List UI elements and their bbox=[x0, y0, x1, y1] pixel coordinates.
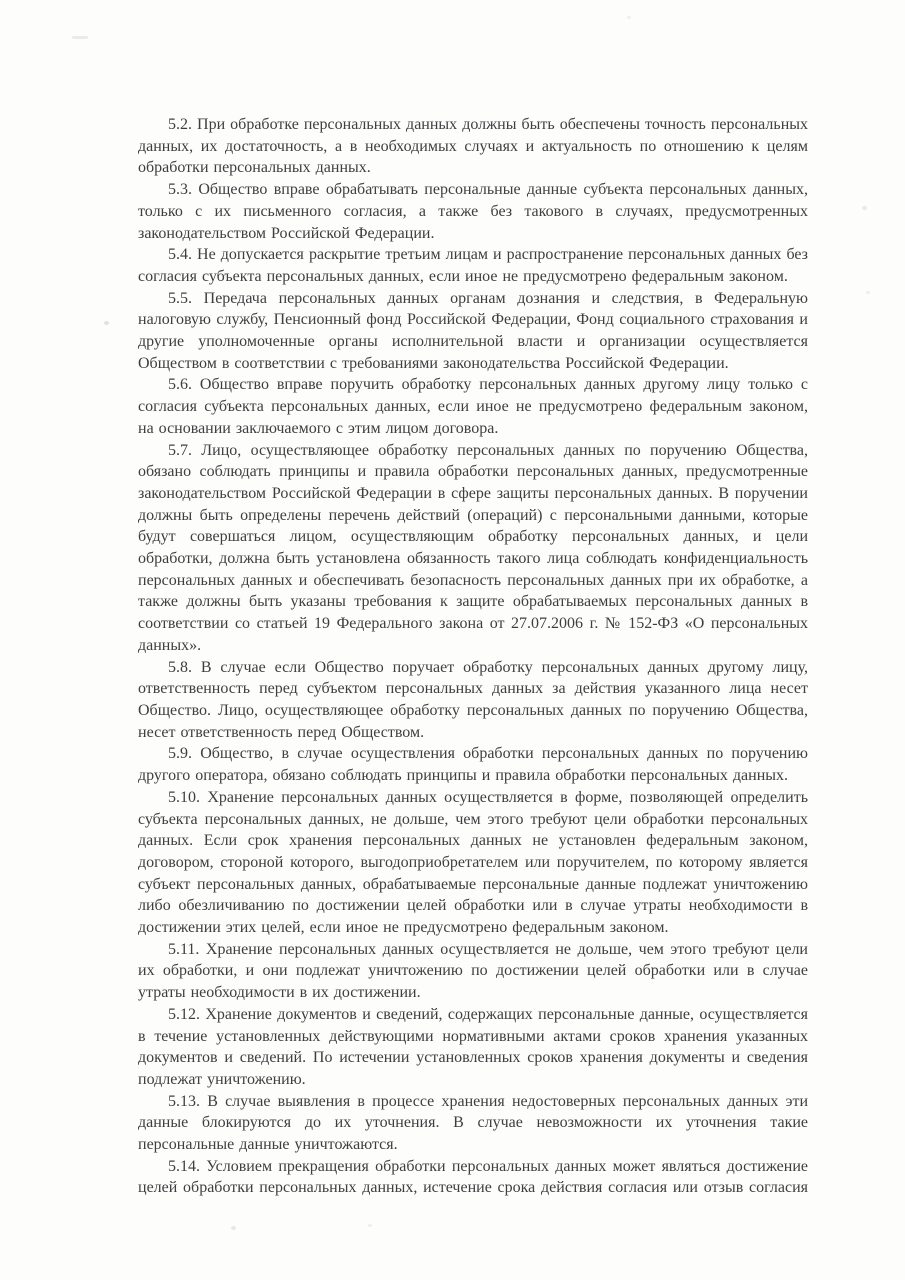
scan-speck bbox=[866, 291, 870, 294]
paragraph-5-2: 5.2. При обработке персональных данных должны быть обеспечены точность персональных данных, их достаточность, а в необходимых случаях и актуальность по отношению к целям обработки персональных данных. bbox=[138, 116, 808, 177]
scan-speck bbox=[862, 206, 867, 210]
paragraph-5-6: 5.6. Общество вправе поручить обработку персональных данных другому лицу только с согласия субъекта персональных данных, если иное не предусмотрено федеральным законом, на основании заключаемого с этим лицом договора. bbox=[138, 376, 808, 437]
paragraph-5-9: 5.9. Общество, в случае осуществления обработки персональных данных по поручению другого оператора, обязано соблюдать принципы и правила обработки персональных данных. bbox=[138, 745, 808, 785]
paragraph-5-5: 5.5. Передача персональных данных органам дознания и следствия, в Федеральную налоговую службу, Пенсионный фонд Российской Федерации, Фонд социального страхования и другие уполномоченные органы исполнительной власти и организации осуществляется Обществом в соответствии с требованиями законодательства Российской Федерации. bbox=[138, 289, 808, 372]
scan-speck bbox=[231, 1226, 236, 1230]
document-text-block bbox=[138, 114, 808, 1199]
paragraph-5-7: 5.7. Лицо, осуществляющее обработку персональных данных по поручению Общества, обязано соблюдать принципы и правила обработки персональных данных, предусмотренные законодательством Российской Федерации в сфере защиты персональных данных. В поручении должны быть определены перечень действий (операций) с персональными данными, которые будут совершаться лицом, осуществляющим обработку персональных данных, и цели обработки, должна быть установлена обязанность такого лица соблюдать конфиденциальность персональных данных и обеспечивать безопасность персональных данных при их обработке, а также должны быть указаны требования к защите обрабатываемых персональных данных в соответствии со статьей 19 Федерального закона от 27.07.2006 г. № 152-ФЗ «О персональных данных». bbox=[138, 441, 808, 654]
scan-speck bbox=[368, 1224, 372, 1227]
paragraph-5-4: 5.4. Не допускается раскрытие третьим лицам и распространение персональных данных без согласия субъекта персональных данных, если иное не предусмотрено федеральным законом. bbox=[138, 246, 808, 285]
paragraph-5-12: 5.12. Хранение документов и сведений, содержащих персональные данные, осуществляется в течение установленных действующими нормативными актами сроков хранения указанных документов и сведений. По истечении установленных сроков хранения документы и сведения подлежат уничтожению. bbox=[138, 1005, 808, 1088]
paragraph-5-14: 5.14. Условием прекращения обработки персональных данных может являться достижение целей обработки персональных данных, истечение срока действия согласия или отзыв согласия bbox=[138, 1157, 808, 1197]
scan-speck bbox=[72, 36, 88, 39]
paragraph-5-3: 5.3. Общество вправе обрабатывать персональные данные субъекта персональных данных, только с их письменного согласия, а также без такового в случаях, предусмотренных законодательством Российской Федерации. bbox=[138, 181, 808, 242]
paragraph-5-10: 5.10. Хранение персональных данных осуществляется в форме, позволяющей определить субъекта персональных данных, не дольше, чем этого требуют цели обработки персональных данных. Если срок хранения персональных данных не установлен федеральным законом, договором, стороной которого, выгодоприобретателем или поручителем, по которому является субъект персональных данных, обрабатываемые персональные данные подлежат уничтожению либо обезличиванию по достижении целей обработки или в случае утраты необходимости в достижении этих целей, если иное не предусмотрено федеральным законом. bbox=[138, 788, 808, 937]
paragraph-5-11: 5.11. Хранение персональных данных осуществляется не дольше, чем этого требуют цели их обработки, и они подлежат уничтожению по достижении целей обработки или в случае утраты необходимости в их достижении. bbox=[138, 940, 808, 1002]
paragraph-5-13: 5.13. В случае выявления в процессе хранения недостоверных персональных данных эти данные блокируются до их уточнения. В случае невозможности их уточнения такие персональные данные уничтожаются. bbox=[138, 1092, 808, 1154]
scan-speck bbox=[627, 16, 631, 19]
scan-speck bbox=[104, 321, 109, 325]
paragraph-5-8: 5.8. В случае если Общество поручает обработку персональных данных другому лицу, ответственность перед субъектом персональных данных за действия указанного лица несет Общество. Лицо, осуществляющее обработку персональных данных по поручению Общества, несет ответственность перед Обществом. bbox=[138, 658, 808, 741]
